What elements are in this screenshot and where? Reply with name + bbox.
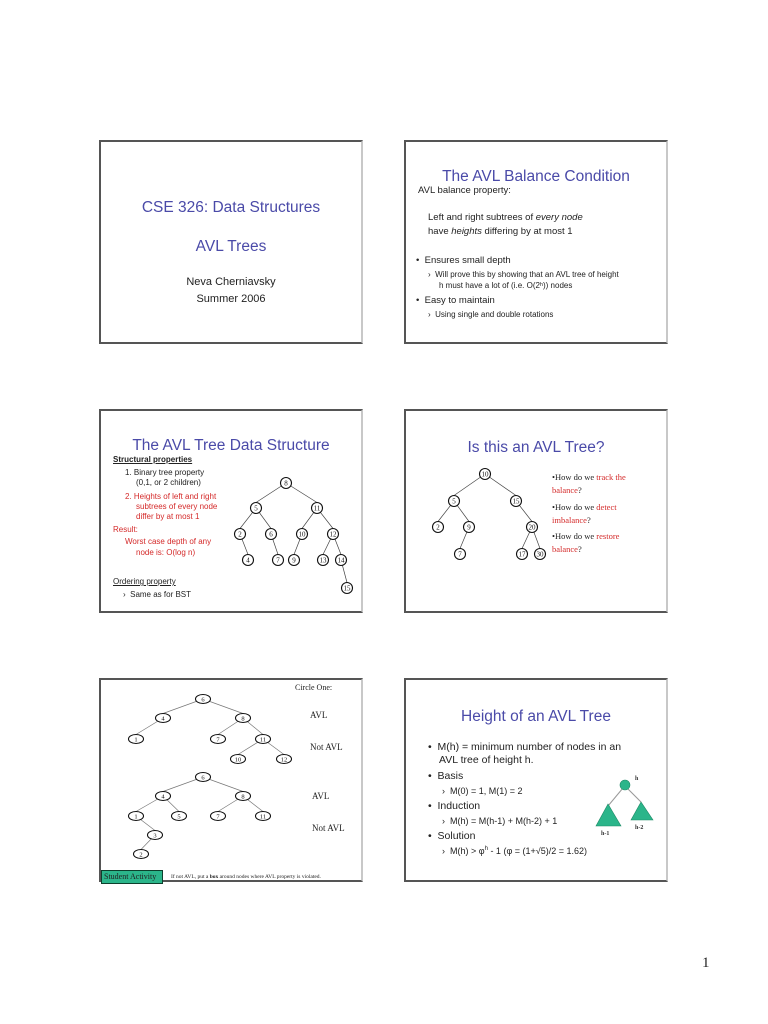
bullet-text: Induction [437,800,481,812]
statement-emphasis: heights [451,226,482,237]
svg-text:12: 12 [329,530,337,539]
svg-text:2: 2 [238,530,242,539]
svg-text:7: 7 [276,556,280,565]
tree-node [129,812,144,821]
question-highlight: imbalance [552,515,587,525]
tree-node [511,496,522,507]
svg-text:4: 4 [161,793,165,801]
bst-diagram [101,411,365,615]
slide-heading: The AVL Balance Condition [442,168,630,185]
tree-node [527,522,538,533]
sub-bullet: › $M(h) > \varphi^h - 1$ (φ = (1+√5)/2 = 1.62) [442,846,588,856]
tree-node [256,735,271,744]
tree-node [273,555,284,566]
ordering-sub-text: Same as for BST [130,590,192,599]
slide-heading: The AVL Tree Data Structure [132,437,330,454]
svg-text:2: 2 [139,851,143,859]
sub-bullet-text: M(0) = 1, M(1) = 2 [450,786,523,796]
question-text: ? [577,544,582,554]
bullet: • Basis [428,770,464,782]
result-text-cont: node is: O(log n) [136,548,196,557]
tree-node [297,529,308,540]
choice-avl-2[interactable]: AVL [312,791,330,801]
tree-node [336,555,347,566]
tree-node [196,695,211,704]
tree-node [464,522,475,533]
bullet-text: Basis [437,770,464,782]
bullet: • Easy to maintain [416,295,495,306]
tree-node [236,792,251,801]
svg-text:10: 10 [298,530,306,539]
course-title: CSE 326: Data Structures [141,199,321,216]
sub-bullet-continued: h must have a lot of (i.e. O(2ʰ)) nodes [439,281,573,290]
slide-balance-condition [404,140,668,344]
tree-node [433,522,444,533]
sub-bullet: › M(h) = M(h-1) + M(h-2) + 1 [442,816,558,826]
question-text: •How do we [552,502,597,512]
tree-node [312,503,323,514]
bullet: • Induction [428,800,481,812]
bullet-continued: AVL tree of height h. [439,754,534,766]
property-label: AVL balance property: [418,185,511,196]
instruction-text: around nodes where AVL property is violated. [218,874,321,880]
instruction-text: If not AVL, put a [171,874,210,880]
tree-node [256,812,271,821]
svg-text:9: 9 [467,523,471,532]
instruction-bold: box [209,874,219,880]
student-activity-badge: Student Activity [101,870,163,884]
tree-diagram [406,411,670,615]
svg-text:13: 13 [319,556,327,565]
statement-emphasis: every node [535,212,583,223]
statement-line-1 [428,212,583,223]
author-name: Neva Cherniavsky [186,276,276,288]
svg-text:7: 7 [458,550,462,559]
tree-node [318,555,329,566]
choice-not-avl-2[interactable]: Not AVL [312,823,345,833]
sub-bullet-text: M(h) = M(h-1) + M(h-2) + 1 [450,816,558,826]
choice-avl-1[interactable]: AVL [310,710,328,720]
svg-text:30: 30 [536,550,544,559]
bullet-text: Ensures small depth [424,255,511,266]
tree-node [148,831,163,840]
property-item-2-cont: differ by at most 1 [136,512,200,521]
question-1 [552,472,626,482]
tree-node [134,850,149,859]
sub-bullet: › Using single and double rotations [428,310,554,319]
svg-text:20: 20 [528,523,536,532]
statement-text: have [428,226,452,237]
question-highlight: detect [596,502,617,512]
result-text: Worst case depth of any [125,537,212,546]
tree-node [172,812,187,821]
ordering-label: Ordering property [113,577,176,586]
exponent: h [484,846,488,852]
ordering-sub: › Same as for BST [123,590,192,599]
svg-text:10: 10 [481,470,489,479]
avl-height-diagram [591,774,661,837]
bullet: • Ensures small depth [416,255,511,266]
tree-node [243,555,254,566]
lecture-subtitle: AVL Trees [195,238,267,255]
tree-node [235,529,246,540]
statement-line-2 [428,226,573,237]
tree-node [231,755,246,764]
svg-text:11: 11 [313,504,321,513]
result-label: Result: [113,525,138,534]
svg-text:17: 17 [518,550,526,559]
tree-node [277,755,292,764]
property-item-2: 2. Heights of left and right [125,492,217,501]
question-1-cont [552,485,582,495]
property-item-1: 1. Binary tree property [125,468,205,477]
question-text: ? [586,515,591,525]
tree-node [236,714,251,723]
statement-text: differing by at most 1 [481,226,573,237]
question-2 [552,502,617,512]
tree-node [342,583,353,594]
tree-node [211,812,226,821]
tree-node [449,496,460,507]
tree-node [196,773,211,782]
bullet-text: Easy to maintain [424,295,495,306]
tree-node [129,735,144,744]
svg-text:6: 6 [269,530,273,539]
term-label: Summer 2006 [196,293,266,305]
tree-node [156,792,171,801]
bullet: • Solution [428,830,476,842]
tree-node [289,555,300,566]
left-label: h-1 [601,831,610,837]
bullet-text: Solution [437,830,476,842]
activity-instruction [171,874,321,880]
question-highlight: balance [552,485,578,495]
tree-node [156,714,171,723]
sub-bullet-text: - 1 (φ = (1+√5)/2 = 1.62) [487,846,588,856]
tree-node [480,469,491,480]
slide-student-activity [99,678,363,882]
svg-text:7: 7 [216,736,220,744]
svg-text:15: 15 [343,584,351,593]
sub-bullet-text: Using single and double rotations [435,310,554,319]
svg-text:1: 1 [134,813,138,821]
question-text: ? [577,485,582,495]
root-node-icon [620,780,630,790]
tree-node [281,478,292,489]
question-highlight: restore [596,531,620,541]
tree-node [328,529,339,540]
svg-text:5: 5 [177,813,181,821]
structural-label: Structural properties [113,455,193,464]
tree-node [251,503,262,514]
slide-is-avl [404,409,668,613]
bullet-text: M(h) = minimum number of nodes in an [437,741,622,753]
svg-text:15: 15 [512,497,520,506]
slide-tree-data-structure [99,409,363,613]
svg-text:11: 11 [259,813,267,821]
svg-text:5: 5 [452,497,456,506]
question-text: •How do we [552,472,597,482]
question-text: •How do we [552,531,597,541]
svg-text:4: 4 [246,556,250,565]
circle-one-label: Circle One: [295,683,333,692]
question-highlight: balance [552,544,578,554]
tree-node [266,529,277,540]
svg-text:8: 8 [241,793,245,801]
tree-node [211,735,226,744]
sub-bullet: › M(0) = 1, M(1) = 2 [442,786,523,796]
sub-bullet-text: M(h) > φ [450,846,485,856]
slide-avl-height [404,678,668,882]
page-number: 1 [702,955,710,971]
slide-heading: Height of an AVL Tree [461,708,611,725]
tree-node [455,549,466,560]
svg-text:8: 8 [241,715,245,723]
question-3 [552,531,619,541]
left-subtree-icon [596,804,621,826]
svg-text:2: 2 [436,523,440,532]
property-item-2-cont: subtrees of every node [136,502,218,511]
question-2-cont [552,515,591,525]
svg-text:4: 4 [161,715,165,723]
tree-node [535,549,546,560]
svg-text:6: 6 [201,696,205,704]
svg-text:5: 5 [254,504,258,513]
svg-text:14: 14 [337,556,345,565]
sub-bullet-text: Will prove this by showing that an AVL tree of height [435,270,619,279]
svg-text:7: 7 [216,813,220,821]
question-3-cont [552,544,582,554]
choice-not-avl-1[interactable]: Not AVL [310,742,343,752]
svg-text:9: 9 [292,556,296,565]
svg-text:8: 8 [284,479,288,488]
root-label: h [635,776,639,782]
svg-text:11: 11 [259,736,267,744]
tree-node [517,549,528,560]
right-subtree-icon [631,802,653,820]
svg-text:3: 3 [153,832,157,840]
svg-text:1: 1 [134,736,138,744]
svg-text:10: 10 [234,756,242,764]
slide-heading: Is this an AVL Tree? [467,439,605,456]
sub-bullet: › Will prove this by showing that an AVL tree of height [428,270,619,279]
statement-text: Left and right subtrees of [428,212,536,223]
right-label: h-2 [635,825,644,831]
bullet: • M(h) = minimum number of nodes in an [428,741,622,753]
svg-text:6: 6 [201,774,205,782]
property-item-1-cont: (0,1, or 2 children) [136,478,201,487]
slide-title [99,140,363,344]
svg-text:12: 12 [280,756,288,764]
question-highlight: track the [596,472,626,482]
